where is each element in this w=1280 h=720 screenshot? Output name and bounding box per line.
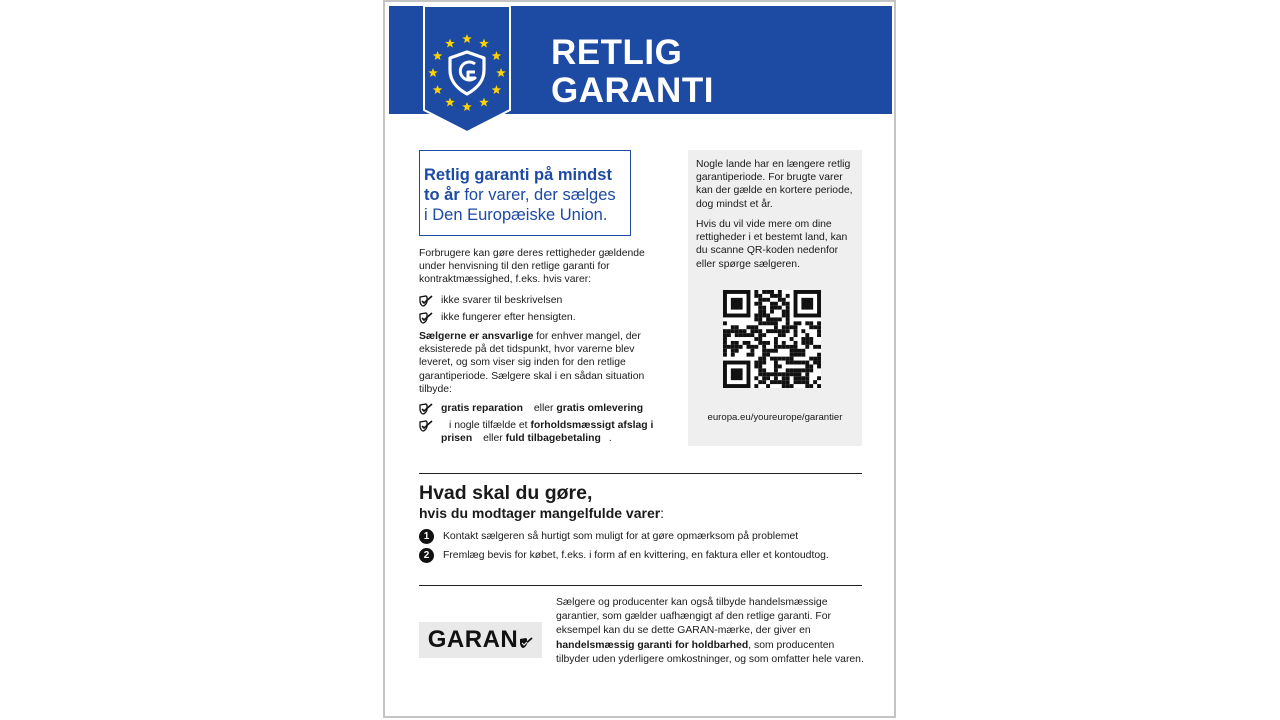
page-title xyxy=(551,34,714,110)
commercial-text: , som producenten tilbyder uden yderligere omkostninger, og som omfatter hele varen. xyxy=(556,639,864,665)
step-text: Kontakt sælgeren så hurtigt som muligt for at gøre opmærksom på problemet xyxy=(443,530,799,542)
check-shield-icon xyxy=(519,637,533,649)
callout-bold-1: Retlig garanti på mindst xyxy=(424,166,612,184)
commercial-guarantee-paragraph xyxy=(556,596,866,667)
callout-text-1: for varer, der sælges xyxy=(459,186,616,204)
two-year-callout xyxy=(419,150,631,236)
garan-logo-text: GARAN xyxy=(427,626,519,653)
step-item xyxy=(419,548,829,563)
remedy-bold: gratis omlevering xyxy=(556,403,644,414)
remedy-text xyxy=(441,419,669,445)
check-shield-icon xyxy=(419,403,433,415)
step-item xyxy=(419,529,798,544)
step-number: 1 xyxy=(419,529,434,544)
commercial-bold: handelsmæssig garanti for holdbarhed xyxy=(556,639,749,651)
warranty-poster xyxy=(383,0,896,718)
condition-text: ikke fungerer efter hensigten. xyxy=(441,312,576,323)
step-number: 2 xyxy=(419,548,434,563)
divider xyxy=(419,585,862,586)
commercial-text: Sælgere og producenter kan også tilbyde handelsmæssige garantier, som gælder uafhængigt af den retlige garanti. For eksempel kan du se dette GARAN-mærke, der giver en xyxy=(556,597,831,637)
qr-code[interactable] xyxy=(723,290,821,388)
check-shield-icon xyxy=(419,295,433,307)
remedy-plain: eller xyxy=(480,433,506,445)
condition-item xyxy=(419,311,679,324)
condition-text: ikke svarer til beskrivelsen xyxy=(441,295,563,306)
sidebar-paragraph-2: Hvis du vil vide mere om dine rettigheder i et bestemt land, kan du scanne QR-koden nedenfor eller spørge sælgeren. xyxy=(696,219,848,270)
remedy-bold: forholdsmæssigt afslag i prisen xyxy=(441,420,654,445)
remedy-item xyxy=(419,419,669,445)
liability-bold: Sælgerne er ansvarlige xyxy=(419,331,534,342)
intro-paragraph: Forbrugere kan gøre deres rettigheder gældende under henvisning til den retlige garanti for kontraktmæssighed, f.eks. hvis varer: xyxy=(419,248,645,286)
remedy-item xyxy=(419,402,679,415)
sidebar-paragraph-1: Nogle lande har en længere retlig garantiperiode. For brugte varer kan der gælde en kortere periode, dog mindst et år. xyxy=(696,159,853,210)
remedy-plain: eller xyxy=(531,403,557,414)
callout-text-2: i Den Europæiske Union. xyxy=(424,206,608,224)
garan-logo xyxy=(419,622,542,658)
remedy-plain: i nogle tilfælde et xyxy=(449,420,531,431)
condition-item xyxy=(419,294,679,307)
divider xyxy=(419,473,862,474)
liability-text: for enhver mangel, der eksisterede på det tidspunkt, hvor varerne blev leveret, og som viser sig inden for den retlige garantiperiode. Sælgere skal i en sådan situation tilbyde: xyxy=(419,331,645,395)
callout-bold-2: to år xyxy=(424,186,460,204)
liability-paragraph xyxy=(419,330,671,396)
remedy-plain: . xyxy=(608,433,612,445)
check-shield-icon xyxy=(419,420,433,432)
subheading-bold: hvis du modtager mangelfulde varer xyxy=(419,505,661,521)
remedy-bold: gratis reparation xyxy=(441,403,523,414)
eu-guarantee-shield-icon xyxy=(422,6,512,134)
check-shield-icon xyxy=(419,312,433,324)
section-subheading xyxy=(419,505,664,521)
section-heading: Hvad skal du gøre, xyxy=(419,482,593,504)
subheading-colon: : xyxy=(660,505,665,521)
remedy-text xyxy=(441,402,643,415)
step-text: Fremlæg bevis for købet, f.eks. i form af en kvittering, en faktura eller et kontoudtog. xyxy=(443,549,829,561)
remedy-bold: fuld tilbagebetaling xyxy=(505,433,601,445)
info-sidebar xyxy=(688,150,862,446)
title-line-1: RETLIG xyxy=(551,33,683,72)
header-banner xyxy=(389,6,892,114)
title-line-2: GARANTI xyxy=(551,71,714,110)
sidebar-url[interactable]: europa.eu/youreurope/garantier xyxy=(707,412,843,423)
